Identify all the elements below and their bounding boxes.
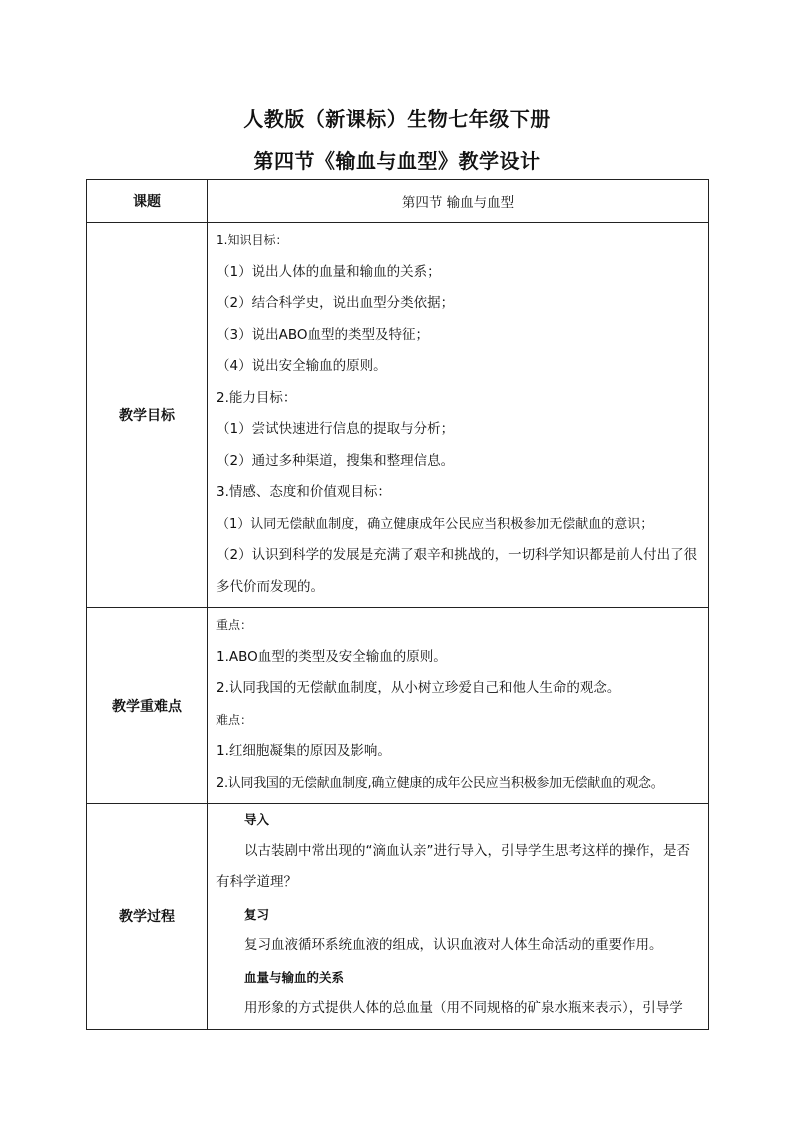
document-title: 人教版（新课标）生物七年级下册 [243,107,551,131]
section-heading-intro: 导入 [244,812,270,827]
keypoint-line: 1.ABO血型的类型及安全输血的原则。 [216,648,447,665]
goal-line: （2）认识到科学的发展是充满了艰辛和挑战的，一切科学知识都是前人付出了很多代价而发现的。 [216,547,698,595]
document-subtitle: 第四节《输血与血型》教学设计 [253,149,541,173]
section-heading-review: 复习 [244,906,270,922]
goal-line: 2.能力目标： [216,389,297,406]
row-label-keypoints: 教学重难点 [87,608,208,804]
keypoint-line: 2.认同我国的无偿献血制度,确立健康的成年公民应当积极参加无偿献血的观念。 [216,775,664,791]
goal-line: （1）说出人体的血量和输血的关系； [216,263,441,280]
goal-line: （2）结合科学史，说出血型分类依据； [216,295,455,311]
row-label-topic: 课题 [87,180,208,223]
goal-line: 3.情感、态度和价值观目标： [216,484,391,500]
goal-line: （2）通过多种渠道，搜集和整理信息。 [216,452,455,469]
goal-line: 1.知识目标： [216,233,288,247]
goals-cell [208,223,709,608]
process-paragraph: 复习血液循环系统血液的组成，认识血液对人体生命活动的重要作用。 [244,937,663,953]
process-paragraph: 以古装剧中常出现的“滴血认亲”进行导入，引导学生思考这样的操作，是否有科学道理？ [216,842,690,890]
section-heading-blood-volume: 血量与输血的关系 [244,969,345,985]
keypoint-line: 难点： [216,712,253,727]
table-row [87,223,709,608]
keypoint-line: 重点： [216,618,253,632]
goal-line: （1）尝试快速进行信息的提取与分析； [216,421,455,437]
process-paragraph: 用形象的方式提供人体的总血量（用不同规格的矿泉水瓶来表示），引导学 [244,1000,683,1016]
keypoint-line: 1.红细胞凝集的原因及影响。 [216,743,391,759]
table-row [87,608,709,804]
goal-line: （1）认同无偿献血制度，确立健康成年公民应当积极参加无偿献血的意识； [216,516,654,532]
goal-line: （3）说出ABO血型的类型及特征； [216,326,429,343]
table-row [87,804,709,1030]
lesson-plan-table [86,179,709,1030]
table-row [87,180,709,223]
process-cell [208,804,709,1030]
row-label-process: 教学过程 [87,804,208,1030]
keypoint-line: 2.认同我国的无偿献血制度，从小树立珍爱自己和他人生命的观念。 [216,680,621,696]
row-label-goals: 教学目标 [87,223,208,608]
topic-value: 第四节 输血与血型 [208,180,709,223]
goal-line: （4）说出安全输血的原则。 [216,358,387,374]
keypoints-cell [208,608,709,804]
